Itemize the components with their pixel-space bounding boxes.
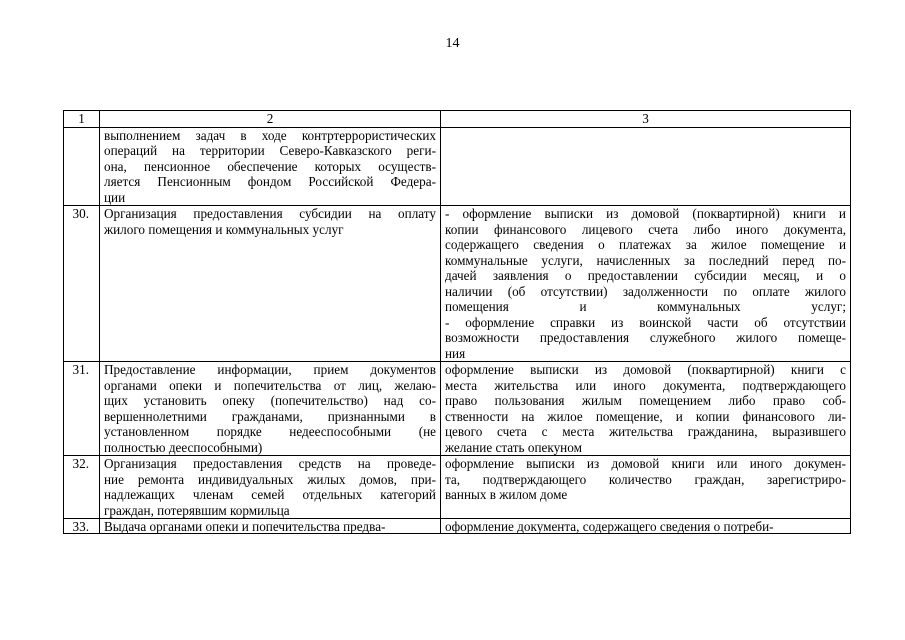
text-line: места жительства или иного документа, подтверждающего <box>445 377 846 393</box>
text-line: та, подтверждающего количество граждан, зарегистриро- <box>445 471 846 487</box>
text-line: Организация предоставления субсидии на оплату <box>104 206 436 221</box>
text-line: дачей заявления о предоставлении субсидии месяц, и о <box>445 268 846 283</box>
document-action-cell <box>441 206 851 362</box>
row-number: 32. <box>64 456 100 519</box>
text-line: Выдача органами опеки и попечительства предва- <box>104 519 386 533</box>
text-line: ляется Пенсионным фондом Российской Федера- <box>104 174 436 189</box>
text-line: право пользования жилым помещением либо право соб- <box>445 393 846 408</box>
text-line: ции <box>104 189 126 205</box>
service-name-cell <box>100 456 441 519</box>
text-line: выполнением задач в ходе контртеррористических <box>104 127 436 143</box>
header-cell-2: 2 <box>100 111 441 128</box>
text-line: ния <box>445 345 466 361</box>
service-name-cell <box>100 127 441 206</box>
row-number <box>64 127 100 206</box>
text-line: установленном порядке недееспособными (не <box>104 424 436 439</box>
row-number: 31. <box>64 362 100 456</box>
text-line: возможности предоставления служебного жилого помеще- <box>445 330 846 345</box>
header-cell-3: 3 <box>441 111 851 128</box>
text-line: оформление документа, содержащего сведения о потреби- <box>445 519 774 533</box>
text-line: надлежащих членам семей отдельных категорий <box>104 487 436 502</box>
table-row <box>64 456 851 519</box>
text-line: полностью дееспособными) <box>104 439 263 455</box>
text-line: помещения и коммунальных услуг; <box>445 299 846 314</box>
text-line: - оформление выписки из домовой (поквартирной) книги и <box>445 206 846 221</box>
document-action-cell <box>441 362 851 456</box>
text-line: желание стать опекуном <box>445 439 582 455</box>
row-number: 30. <box>64 206 100 362</box>
text-line: жилого помещения и коммунальных услуг <box>104 221 344 237</box>
text-line: вершеннолетними гражданами, признанными в <box>104 408 436 424</box>
text-line: граждан, потерявшим кормильца <box>104 502 290 518</box>
text-line: содержащего сведения о платежах за жилое помещение и <box>445 237 846 252</box>
text-line: цевого счета с места жительства гражданина, выразившего <box>445 424 846 439</box>
service-name-cell <box>100 519 441 534</box>
table-row <box>64 206 851 362</box>
text-line: наличии (об отсутствии) задолженности по оплате жилого <box>445 283 846 299</box>
text-line: - оформление справки из воинской части об отсутствии <box>445 314 846 330</box>
text-line: оформление выписки из домовой (поквартирной) книги с <box>445 362 846 377</box>
document-action-cell <box>441 456 851 519</box>
text-line: она, пенсионное обеспечение которых осуществ- <box>104 158 436 174</box>
document-action-cell <box>441 127 851 206</box>
service-name-cell <box>100 362 441 456</box>
row-number <box>64 519 100 534</box>
service-name-cell <box>100 206 441 362</box>
text-line: копии финансового лицевого счета либо иного документа, <box>445 221 846 237</box>
header-cell-1: 1 <box>64 111 100 128</box>
text-line: Организация предоставления средств на проведе- <box>104 456 436 471</box>
text-line: ственности на жилое помещение, и копии финансового ли- <box>445 408 846 424</box>
text-line: коммунальные услуги, начисленных за последний перед по- <box>445 252 846 268</box>
table-row <box>64 127 851 206</box>
text-line: оформление выписки из домовой книги или иного докумен- <box>445 456 846 471</box>
document-action-cell <box>441 519 851 534</box>
text-line: ние ремонта индивидуальных жилых домов, при- <box>104 471 436 487</box>
table-header-row <box>64 111 851 128</box>
text-line: щих установить опеку (попечительство) над со- <box>104 393 436 408</box>
text-line: Предоставление информации, прием документов <box>104 362 436 377</box>
text-line: ванных в жилом доме <box>445 487 568 502</box>
table-row <box>64 519 851 534</box>
text-line: операций на территории Северо-Кавказского реги- <box>104 143 436 158</box>
row-number-text: 33. <box>72 519 89 533</box>
text-line: органами опеки и попечительства от лиц, желаю- <box>104 377 436 393</box>
services-table <box>63 110 851 534</box>
page-number: 14 <box>445 36 460 51</box>
table-row <box>64 362 851 456</box>
